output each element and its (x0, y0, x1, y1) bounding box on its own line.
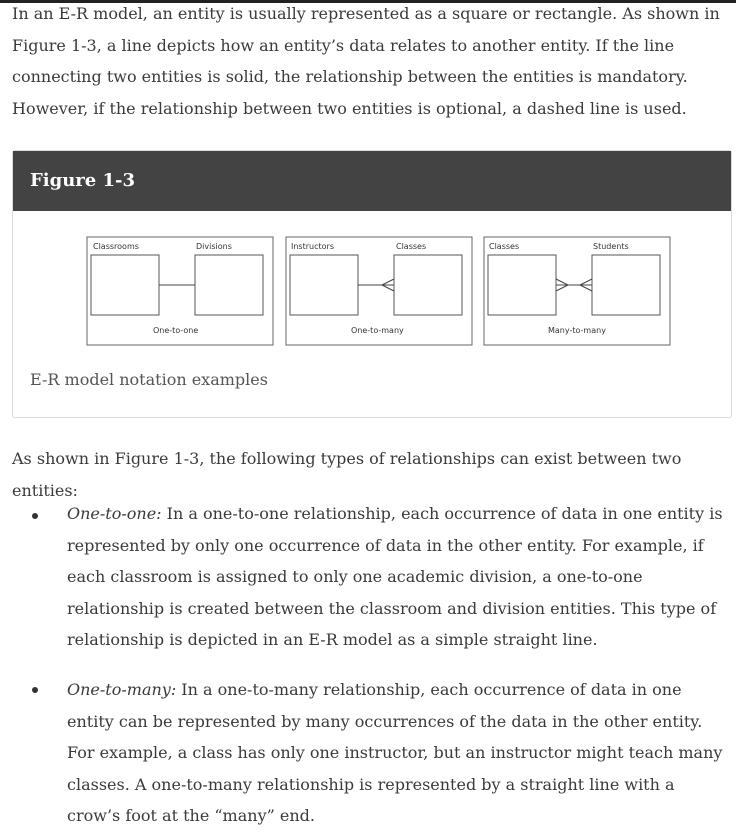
desc-one-to-many: In a one-to-many relationship, each occurrence of data in one entity can be represented by many occurrences of the data in the other entity. For example, a class has only one instructor, but an instructor might teach many classes. A one-to-many relationship is represented by a straight line with a crow’s foot at the “many” end. (67, 680, 723, 825)
entity-box-students (592, 255, 660, 315)
er-diagram (13, 211, 729, 361)
term-one-to-many: One-to-many: (67, 680, 177, 699)
intro-paragraph: In an E-R model, an entity is usually represented as a square or rectangle. As shown in Figure 1-3, a line depicts how an entity’s data relates to another entity. If the line connecting two entities is solid, the relationship between the entities is mandatory. However, if the relationship between two entities is optional, a dashed line is used. (12, 4, 720, 118)
entity-box-instructors (290, 255, 358, 315)
entity-box-classes-2 (488, 255, 556, 315)
desc-one-to-one: In a one-to-one relationship, each occurrence of data in one entity is represented by only one occurrence of data in the other entity. For example, if each classroom is assigned to only one academic division, a one-to-one relationship is created between the classroom and division entities. This type of relationship is depicted in an E-R model as a simple straight line. (67, 504, 723, 649)
relationship-label-many-to-many: Many-to-many (548, 326, 606, 335)
entity-label-students: Students (593, 242, 629, 251)
entity-box-classes (394, 255, 462, 315)
entity-label-classes: Classes (396, 242, 427, 251)
panel-one-to-many (286, 237, 472, 345)
term-one-to-one: One-to-one: (67, 504, 162, 523)
panel-many-to-many (484, 237, 670, 345)
bullet-dot (32, 687, 38, 693)
relationship-label-one-to-one: One-to-one (153, 326, 199, 335)
entity-label-classes-2: Classes (489, 242, 520, 251)
figure-heading: Figure 1-3 (13, 151, 731, 211)
figure-caption: E-R model notation examples (30, 370, 268, 389)
entity-label-classrooms: Classrooms (93, 242, 139, 251)
lead-paragraph: As shown in Figure 1-3, the following types of relationships can exist between two entities: (12, 449, 682, 500)
relationship-label-one-to-many: One-to-many (351, 326, 404, 335)
entity-label-instructors: Instructors (291, 242, 334, 251)
entity-box-classrooms (91, 255, 159, 315)
entity-label-divisions: Divisions (196, 242, 232, 251)
figure-box (12, 150, 732, 418)
bullet-dot (32, 513, 38, 519)
panel-one-to-one (87, 237, 273, 345)
list-item-one-to-one (67, 498, 727, 656)
entity-box-divisions (195, 255, 263, 315)
list-item-one-to-many (67, 674, 727, 832)
